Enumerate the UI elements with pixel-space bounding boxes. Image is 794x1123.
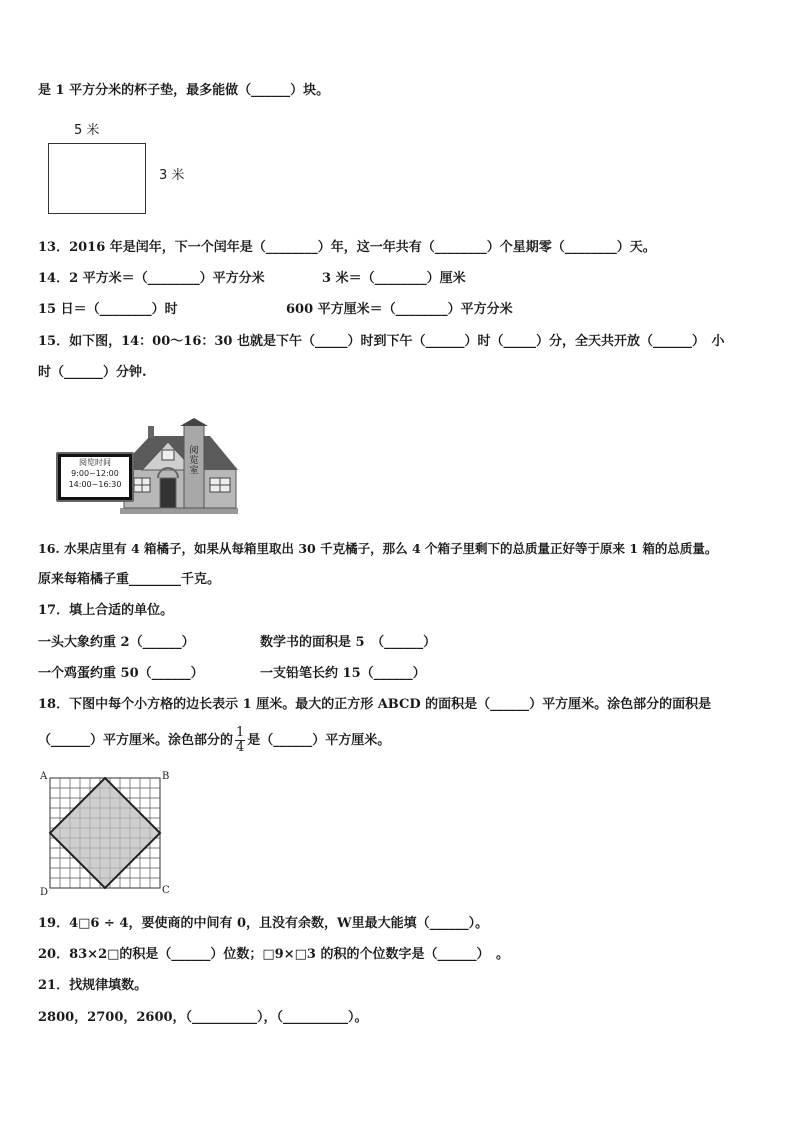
reading-room-illustration	[50, 416, 240, 518]
corner-b-label: B	[162, 771, 170, 782]
shaded-diamond	[50, 778, 160, 888]
fraction-numerator: 1	[236, 725, 245, 740]
q12-label-top: 5 米	[74, 123, 100, 138]
q17-a: 一头大象约重 2（______）	[38, 635, 195, 650]
q18-line1: 18．下图中每个小方格的边长表示 1 厘米。最大的正方形 ABCD 的面积是（______）平方厘米。涂色部分的面积是	[38, 697, 712, 712]
q16-line2: 原来每箱橘子重________千克。	[38, 572, 221, 587]
opening-hours-sign	[56, 452, 134, 502]
q18-line2-a: （______）平方厘米。涂色部分的	[38, 733, 234, 748]
square-grid-figure	[36, 768, 176, 900]
q14-d: 600 平方厘米＝（________）平方分米	[286, 302, 513, 317]
grid-diagram	[36, 768, 176, 900]
q12-rectangle	[48, 143, 146, 214]
q12-text: 是 1 平方分米的杯子垫，最多能做（______）块。	[38, 83, 330, 98]
sign-time-morning: 9:00~12:00	[71, 469, 119, 478]
sign-time-afternoon: 14:00~16:30	[68, 480, 122, 489]
q17-d: 一支铅笔长约 15（______）	[260, 666, 426, 681]
q18-line2-b: 是（______）平方厘米。	[247, 733, 391, 748]
q19-text: 19．4□6 ÷ 4，要使商的中间有 0，且没有余数，W里最大能填（______）。	[38, 916, 489, 931]
fraction-denominator: 4	[236, 740, 245, 755]
sign-title: 阅览时间	[79, 458, 111, 467]
q17-title: 17．填上合适的单位。	[38, 603, 174, 618]
q16-line1: 16. 水果店里有 4 箱橘子，如果从每箱里取出 30 千克橘子，那么 4 个箱子里剩下的总质量正好等于原来 1 箱的总质量。	[38, 541, 718, 556]
q21-sequence: 2800，2700，2600，（__________），（__________）。	[38, 1010, 368, 1025]
q21-title: 21．找规律填数。	[38, 978, 148, 993]
corner-a-label: A	[40, 771, 48, 782]
one-quarter-fraction	[235, 726, 245, 755]
q14-a: 14．2 平方米＝（________）平方分米	[38, 271, 265, 286]
q17-c: 一个鸡蛋约重 50（______）	[38, 666, 204, 681]
tower-sign-text: 阅览室	[189, 446, 199, 476]
q20-text: 20．83×2□的积是（______）位数；□9×□3 的积的个位数字是（______） 。	[38, 947, 509, 962]
q14-b: 3 米＝（________）厘米	[322, 271, 466, 286]
q15-line1: 15．如下图，14：00～16：30 也就是下午（_____）时到下午（______）时（_____）分，全天共开放（______） 小	[38, 334, 725, 349]
corner-d-label: D	[40, 887, 49, 898]
q15-line2: 时（______）分钟.	[38, 365, 147, 380]
q18-line2	[38, 726, 390, 756]
corner-c-label: C	[162, 885, 170, 896]
q13-text: 13．2016 年是闰年，下一个闰年是（________）年，这一年共有（________）个星期零（________）天。	[38, 240, 656, 255]
q17-b: 数学书的面积是 5 （______）	[260, 635, 437, 650]
q14-c: 15 日＝（________）时	[38, 302, 178, 317]
q12-label-right: 3 米	[159, 168, 185, 183]
